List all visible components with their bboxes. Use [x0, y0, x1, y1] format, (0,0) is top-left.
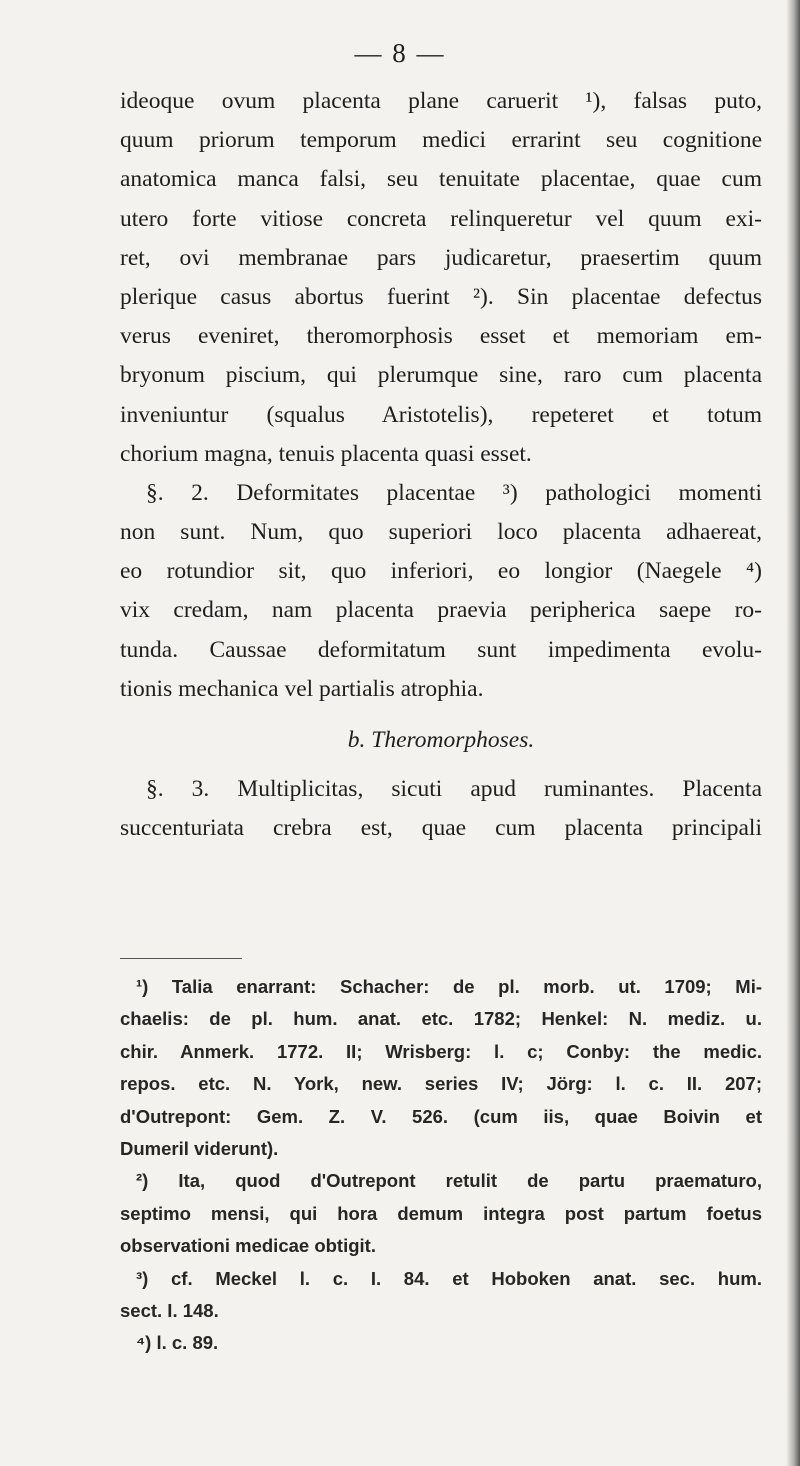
footnote-line: ³) cf. Meckel l. c. I. 84. et Hoboken anat. sec. hum. — [136, 1267, 762, 1289]
text-line: quum priorum temporum medici errarint seu cognitione — [120, 127, 762, 154]
text-line: verus eveniret, theromorphosis esset et memoriam em- — [120, 323, 762, 350]
footnote-line: d'Outrepont: Gem. Z. V. 526. (cum iis, quae Boivin et — [120, 1105, 762, 1127]
text-line: anatomica manca falsi, seu tenuitate placentae, quae cum — [120, 166, 762, 193]
section-line: §. 3. Multiplicitas, sicuti apud ruminantes. Placenta — [146, 776, 762, 803]
section-heading: b. Theromorphoses. — [347, 727, 535, 753]
text-line: succenturiata crebra est, quae cum placenta principali — [120, 815, 762, 842]
page-edge-shadow — [786, 0, 800, 1466]
text-line: plerique casus abortus fuerint ²). Sin placentae defectus — [120, 283, 762, 310]
text-line: chorium magna, tenuis placenta quasi esset. — [120, 440, 532, 467]
footnote-line: sect. I. 148. — [120, 1299, 219, 1321]
text-line: ideoque ovum placenta plane caruerit ¹), falsas puto, — [120, 88, 762, 114]
footnote-line: Dumeril viderunt). — [120, 1137, 279, 1159]
footnote-line: repos. etc. N. York, new. series IV; Jörg: l. c. II. 207; — [120, 1073, 762, 1095]
main-text — [120, 82, 762, 849]
section-line: §. 2. Deformitates placentae ³) pathologici momenti — [146, 479, 762, 506]
footnote-line: chir. Anmerk. 1772. II; Wrisberg: l. c; Conby: the medic. — [120, 1040, 762, 1062]
footnote-line: observationi medicae obtigit. — [120, 1235, 376, 1257]
page-number: — 8 — — [354, 38, 446, 68]
text-line: inveniuntur (squalus Aristotelis), repeteret et totum — [120, 401, 762, 428]
text-line: ret, ovi membranae pars judicaretur, praesertim quum — [120, 244, 762, 271]
text-line: utero forte vitiose concreta relinqueretur vel quum exi- — [120, 205, 762, 232]
text-line: bryonum piscium, qui plerumque sine, raro cum placenta — [120, 362, 762, 389]
footnote-line: chaelis: de pl. hum. anat. etc. 1782; Henkel: N. mediz. u. — [120, 1008, 762, 1030]
footnote-rule — [120, 958, 242, 959]
text-line: vix credam, nam placenta praevia peripherica saepe ro- — [120, 597, 762, 624]
footnote-line: ⁴) l. c. 89. — [136, 1332, 219, 1354]
text-line: non sunt. Num, quo superiori loco placenta adhaereat, — [120, 519, 762, 546]
footnote-line: septimo mensi, qui hora demum integra post partum foetus — [120, 1202, 762, 1224]
text-line: tionis mechanica vel partialis atrophia. — [120, 675, 484, 702]
footnote-line: ²) Ita, quod d'Outrepont retulit de partu praematuro, — [136, 1170, 762, 1192]
text-line: tunda. Caussae deformitatum sunt impedimenta evolu- — [120, 636, 762, 663]
footnotes — [120, 971, 762, 1360]
text-line: eo rotundior sit, quo inferiori, eo longior (Naegele ⁴) — [120, 558, 762, 585]
footnote-line: ¹) Talia enarrant: Schacher: de pl. morb. ut. 1709; Mi- — [136, 976, 762, 997]
